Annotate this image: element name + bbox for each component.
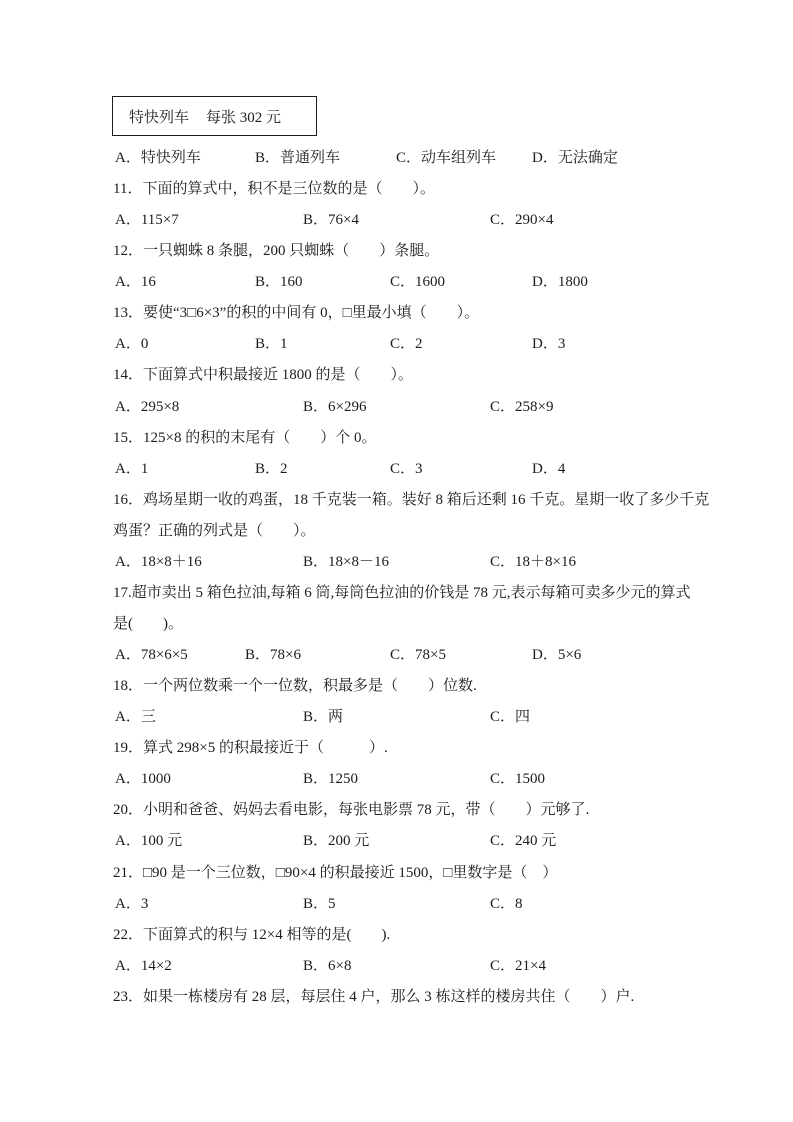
question-13 bbox=[0, 303, 793, 323]
ticket-price: 每张 302 元 bbox=[206, 109, 282, 126]
option-q10-d: D．无法确定 bbox=[532, 150, 618, 166]
question-15-text: 15．125×8 的积的末尾有（ ）个 0。 bbox=[113, 430, 377, 446]
question-11-text: 11．下面的算式中，积不是三位数的是（ ）。 bbox=[113, 181, 435, 197]
option-q14-a: A．295×8 bbox=[115, 399, 180, 415]
option-q13-d: D．3 bbox=[532, 336, 566, 352]
option-q10-c: C．动车组列车 bbox=[396, 150, 497, 166]
options-row-q19 bbox=[0, 769, 793, 789]
option-q13-b: B．1 bbox=[255, 336, 288, 352]
question-23-text: 23．如果一栋楼房有 28 层，每层住 4 户，那么 3 栋这样的楼房共住（ ）户. bbox=[113, 989, 635, 1005]
question-19 bbox=[0, 738, 793, 758]
option-q14-b: B．6×296 bbox=[303, 399, 367, 415]
options-row-q21 bbox=[0, 894, 793, 914]
question-20-text: 20．小明和爸爸、妈妈去看电影，每张电影票 78 元，带（ ）元够了. bbox=[113, 802, 590, 818]
question-23 bbox=[0, 987, 793, 1007]
question-22 bbox=[0, 925, 793, 945]
question-16-text-1: 16．鸡场星期一收的鸡蛋，18 千克装一箱。装好 8 箱后还剩 16 千克。星期一收了多少千克 bbox=[113, 492, 710, 508]
option-q17-a: A．78×6×5 bbox=[115, 647, 188, 663]
option-q16-a: A．18×8＋16 bbox=[115, 554, 202, 570]
option-q13-a: A．0 bbox=[115, 336, 149, 352]
option-q12-b: B．160 bbox=[255, 274, 303, 290]
question-14-text: 14．下面算式中积最接近 1800 的是（ ）。 bbox=[113, 367, 414, 383]
question-22-text: 22．下面算式的积与 12×4 相等的是( ). bbox=[113, 927, 391, 943]
options-row-q22 bbox=[0, 956, 793, 976]
option-q11-b: B．76×4 bbox=[303, 212, 359, 228]
question-16-line1 bbox=[0, 490, 793, 510]
option-q10-b: B．普通列车 bbox=[255, 150, 341, 166]
option-q17-d: D．5×6 bbox=[532, 647, 582, 663]
option-q18-c: C．四 bbox=[490, 709, 531, 725]
question-20 bbox=[0, 800, 793, 820]
option-q22-a: A．14×2 bbox=[115, 958, 172, 974]
option-q12-d: D．1800 bbox=[532, 274, 588, 290]
question-17-text-1: 17.超市卖出 5 箱色拉油,每箱 6 筒,每筒色拉油的价钱是 78 元,表示每箱可卖多少元的算式 bbox=[113, 585, 691, 601]
question-18-text: 18．一个两位数乘一个一位数，积最多是（ ）位数. bbox=[113, 678, 477, 694]
options-row-q16 bbox=[0, 552, 793, 572]
question-16-line2 bbox=[0, 521, 793, 541]
option-q15-a: A．1 bbox=[115, 461, 149, 477]
option-q21-a: A．3 bbox=[115, 896, 149, 912]
option-q19-a: A．1000 bbox=[115, 771, 171, 787]
option-q12-a: A．16 bbox=[115, 274, 156, 290]
question-16-text-2: 鸡蛋？正确的列式是（ ）。 bbox=[113, 523, 316, 539]
option-q11-a: A．115×7 bbox=[115, 212, 179, 228]
options-row-q20 bbox=[0, 831, 793, 851]
option-q18-b: B．两 bbox=[303, 709, 344, 725]
option-q15-c: C．3 bbox=[390, 461, 423, 477]
option-q20-a: A．100 元 bbox=[115, 833, 183, 849]
option-q20-c: C．240 元 bbox=[490, 833, 557, 849]
question-19-text: 19．算式 298×5 的积最接近于（ ）. bbox=[113, 740, 388, 756]
option-q21-b: B．5 bbox=[303, 896, 336, 912]
question-12-text: 12．一只蜘蛛 8 条腿，200 只蜘蛛（ ）条腿。 bbox=[113, 243, 440, 259]
question-18 bbox=[0, 676, 793, 696]
options-row-q18 bbox=[0, 707, 793, 727]
options-row-q12 bbox=[0, 272, 793, 292]
option-q21-c: C．8 bbox=[490, 896, 523, 912]
option-q19-c: C．1500 bbox=[490, 771, 546, 787]
question-17-line1 bbox=[0, 583, 793, 603]
question-13-text: 13．要使“3□6×3”的积的中间有 0，□里最小填（ ）。 bbox=[113, 305, 480, 321]
option-q13-c: C．2 bbox=[390, 336, 423, 352]
options-row-q13 bbox=[0, 334, 793, 354]
options-row-q14 bbox=[0, 397, 793, 417]
option-q12-c: C．1600 bbox=[390, 274, 446, 290]
option-q16-c: C．18＋8×16 bbox=[490, 554, 576, 570]
option-q15-b: B．2 bbox=[255, 461, 288, 477]
option-q19-b: B．1250 bbox=[303, 771, 359, 787]
question-12 bbox=[0, 241, 793, 261]
option-q10-a: A．特快列车 bbox=[115, 150, 201, 166]
question-11 bbox=[0, 179, 793, 199]
options-row-q11 bbox=[0, 210, 793, 230]
options-row-q10 bbox=[0, 148, 793, 168]
option-q20-b: B．200 元 bbox=[303, 833, 370, 849]
option-q14-c: C．258×9 bbox=[490, 399, 554, 415]
option-q11-c: C．290×4 bbox=[490, 212, 554, 228]
option-q17-b: B．78×6 bbox=[245, 647, 301, 663]
option-q22-b: B．6×8 bbox=[303, 958, 352, 974]
question-17-line2 bbox=[0, 614, 793, 634]
question-15 bbox=[0, 428, 793, 448]
option-q15-d: D．4 bbox=[532, 461, 566, 477]
option-q16-b: B．18×8－16 bbox=[303, 554, 389, 570]
train-ticket-box bbox=[112, 96, 317, 136]
options-row-q17 bbox=[0, 645, 793, 665]
option-q17-c: C．78×5 bbox=[390, 647, 446, 663]
question-21 bbox=[0, 863, 793, 883]
ticket-train-type: 特快列车 bbox=[129, 109, 190, 126]
option-q18-a: A．三 bbox=[115, 709, 156, 725]
question-17-text-2: 是( )。 bbox=[113, 616, 183, 632]
question-21-text: 21．□90 是一个三位数，□90×4 的积最接近 1500，□里数字是（ ） bbox=[113, 865, 558, 881]
options-row-q15 bbox=[0, 459, 793, 479]
question-14 bbox=[0, 365, 793, 385]
option-q22-c: C．21×4 bbox=[490, 958, 546, 974]
